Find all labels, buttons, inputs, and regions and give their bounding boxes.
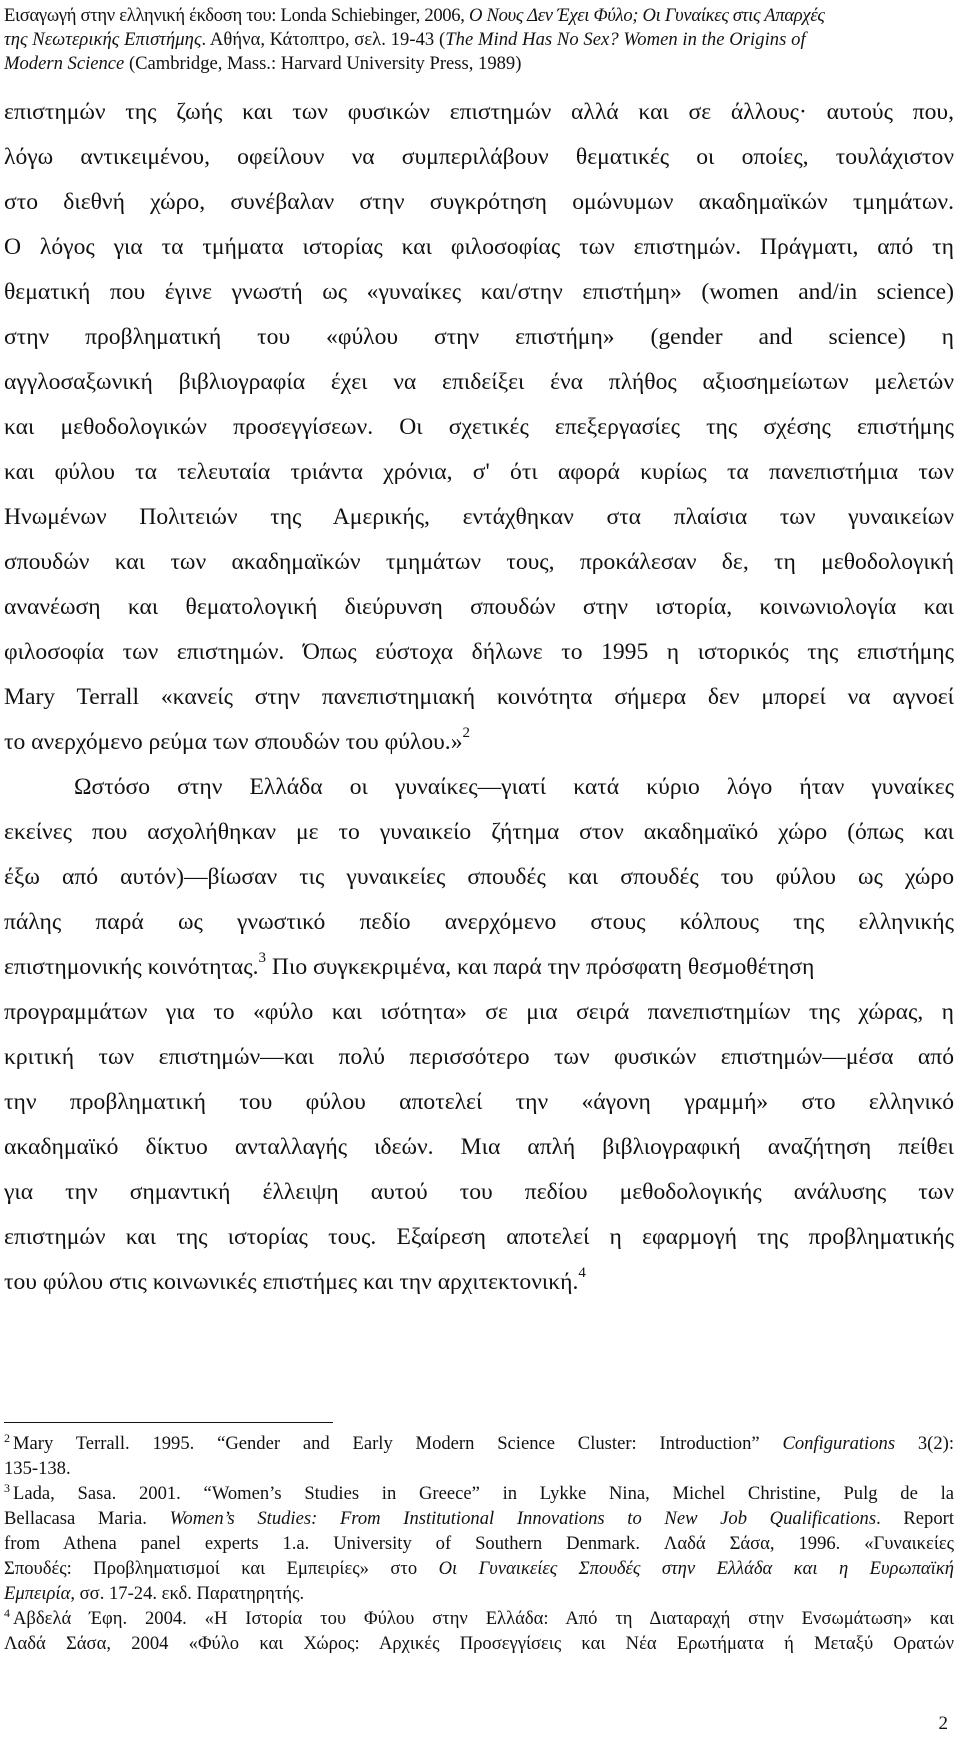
footnote-3-cont [4, 1556, 954, 1581]
header-book-title-greek: Ο Νους Δεν Έχει Φύλο; Οι Γυναίκες στις Απαρχές [469, 5, 825, 26]
text-line: θεματική που έγινε γνωστή ως «γυναίκες και/στην επιστήμη» (women and/in science) [4, 279, 954, 305]
header-book-title-english-cont: Modern Science [4, 53, 125, 74]
footnote-text: , σσ. 17-24. εκδ. Παρατηρητής. [70, 1583, 305, 1604]
text-line: την προβληματική του φύλου αποτελεί την «άγονη γραμμή» στο ελληνικό [4, 1089, 954, 1115]
footnote-3 [4, 1481, 954, 1506]
footnote-4 [4, 1606, 954, 1631]
footnote-separator [4, 1422, 333, 1423]
header-line-3 [4, 52, 956, 76]
header-line-2 [4, 28, 956, 52]
header-publisher-english: (Cambridge, Mass.: Harvard University Press, 1989) [124, 53, 522, 74]
footnote-number: 2 [4, 1431, 10, 1445]
text-line: στην προβληματική του «φύλου στην επιστήμη» (gender and science) η [4, 324, 954, 350]
text-segment [4, 945, 814, 990]
text-line: προγραμμάτων για το «φύλο και ισότητα» σε μια σειρά πανεπιστημίων της χώρας, η [4, 999, 954, 1025]
footnote-text: Bellacasa Maria. [4, 1508, 170, 1529]
header-book-title-english: The Mind Has No Sex? Women in the Origins of [445, 29, 806, 50]
text-line: ακαδημαϊκό δίκτυο ανταλλαγής ιδεών. Μια απλή βιβλιογραφική αναζήτηση πείθει [4, 1134, 954, 1160]
text-segment: το ανερχόμενο ρεύμα των σπουδών του φύλου.» [4, 729, 463, 755]
footnote-2 [4, 1431, 954, 1456]
text-line: και μεθοδολογικών προσεγγίσεων. Οι σχετικές επεξεργασίες της σχέσης επιστήμης [4, 414, 954, 440]
text-line: επιστημών της ζωής και των φυσικών επιστημών αλλά και σε άλλους· αυτούς που, [4, 99, 954, 125]
citation-header [4, 4, 956, 76]
main-text [4, 90, 954, 1305]
header-publisher: . Αθήνα, Κάτοπτρο, σελ. 19-43 ( [201, 29, 446, 50]
header-book-title-greek-cont: της Νεωτερικής Επιστήμης [4, 29, 202, 50]
footnote-text: 3(2): [895, 1433, 954, 1454]
text-line: σπουδών και των ακαδημαϊκών τμημάτων τους, προκάλεσαν δε, τη μεθοδολογική [4, 549, 954, 575]
footnote-number: 4 [4, 1606, 10, 1620]
text-segment: του φύλου στις κοινωνικές επιστήμες και την αρχιτεκτονική. [4, 1269, 579, 1295]
text-line: ανανέωση και θεματολογική διεύρυνση σπουδών στην ιστορία, κοινωνιολογία και [4, 594, 954, 620]
text-line-last [4, 720, 954, 765]
header-line-1 [4, 4, 956, 28]
text-line: πάλης παρά ως γνωστικό πεδίο ανερχόμενο στους κόλπους της ελληνικής [4, 909, 954, 935]
text-line-with-ref [4, 945, 954, 990]
paragraph-first-line: Ωστόσο στην Ελλάδα οι γυναίκες—γιατί κατά κύριο λόγο ήταν γυναίκες [74, 774, 954, 800]
text-line: λόγω αντικειμένου, οφείλουν να συμπεριλάβουν θεματικές οι οποίες, τουλάχιστον [4, 144, 954, 170]
footnote-text: Αβδελά Έφη. 2004. «Η Ιστορία του Φύλου στην Ελλάδα: Από τη Διαταραχή στην Ενσωμάτωση» και [13, 1608, 954, 1629]
footnote-ref-3[interactable]: 3 [258, 950, 267, 967]
text-line: έξω από αυτόν)—βίωσαν τις γυναικείες σπουδές και σπουδές του φύλου ως χώρο [4, 864, 954, 890]
text-line: στο διεθνή χώρο, συνέβαλαν στην συγκρότηση ομώνυμων ακαδημαϊκών τμημάτων. [4, 189, 954, 215]
text-line: επιστημών και της ιστορίας τους. Εξαίρεση αποτελεί η εφαρμογή της προβληματικής [4, 1224, 954, 1250]
footnote-journal: Configurations [782, 1433, 896, 1454]
text-line: για την σημαντική έλλειψη αυτού του πεδίου μεθοδολογικής ανάλυσης των [4, 1179, 954, 1205]
footnote-text: Mary Terrall. 1995. “Gender and Early Modern Science Cluster: Introduction” [13, 1433, 783, 1454]
footnote-text: Lada, Sasa. 2001. “Women’s Studies in Greece” in Lykke Nina, Michel Christine, Pulg de la [13, 1483, 954, 1504]
footnote-text: . Report [876, 1508, 954, 1529]
text-line: και φύλου τα τελευταία τριάντα χρόνια, σ' ότι αφορά κυρίως τα πανεπιστήμια των [4, 459, 954, 485]
footnote-book-title: Women’s Studies: From Institutional Innovations to New Job Qualifications [169, 1508, 877, 1529]
text-line: Mary Terrall «κανείς στην πανεπιστημιακή κοινότητα σήμερα δεν μπορεί να αγνοεί [4, 684, 954, 710]
text-line: εκείνες που ασχολήθηκαν με το γυναικείο ζήτημα στον ακαδημαϊκό χώρο (όπως και [4, 819, 954, 845]
footnote-number: 3 [4, 1481, 10, 1495]
text-segment-a: επιστημονικής κοινότητας. [4, 954, 259, 980]
text-line: Ηνωμένων Πολιτειών της Αμερικής, εντάχθηκαν στα πλαίσια των γυναικείων [4, 504, 954, 530]
text-segment-b: Πιο συγκεκριμένα, και παρά την πρόσφατη θεσμοθέτηση [266, 954, 815, 980]
page-number: 2 [938, 1713, 948, 1734]
text-line: αγγλοσαξωνική βιβλιογραφία έχει να επιδείξει ένα πλήθος αξιοσημείωτων μελετών [4, 369, 954, 395]
text-line: Ο λόγος για τα τμήματα ιστορίας και φιλοσοφίας των επιστημών. Πράγματι, από τη [4, 234, 954, 260]
footnote-text: Σπουδές: Προβληματισμοί και Εμπειρίες» στο [4, 1558, 439, 1579]
footnote-3-cont [4, 1506, 954, 1531]
footnote-2-cont: 135-138. [4, 1458, 71, 1479]
header-text: Εισαγωγή στην ελληνική έκδοση του: Londa Schiebinger, 2006, [4, 5, 470, 26]
text-line: κριτική των επιστημών—και πολύ περισσότερο των φυσικών επιστημών—μέσα από [4, 1044, 954, 1070]
footnotes [4, 1426, 954, 1656]
footnote-ref-4[interactable]: 4 [578, 1265, 586, 1282]
footnote-4-cont: Λαδά Σάσα, 2004 «Φύλο και Χώρος: Αρχικές Προσεγγίσεις και Νέα Ερωτήματα ή Μεταξύ Ορατών [4, 1633, 954, 1654]
footnote-book-title: Οι Γυναικείες Σπουδές στην Ελλάδα και η Ευρωπαϊκή [438, 1558, 954, 1579]
text-line: φιλοσοφία των επιστημών. Όπως εύστοχα δήλωνε το 1995 η ιστορικός της επιστήμης [4, 639, 954, 665]
footnote-ref-2[interactable]: 2 [462, 725, 470, 742]
footnote-3-cont: from Athena panel experts 1.a. University of Southern Denmark. Λαδά Σάσα, 1996. «Γυναικείες [4, 1533, 954, 1554]
footnote-3-cont [4, 1581, 954, 1606]
footnote-book-title: Εμπειρία [4, 1583, 71, 1604]
text-line-last [4, 1260, 954, 1305]
